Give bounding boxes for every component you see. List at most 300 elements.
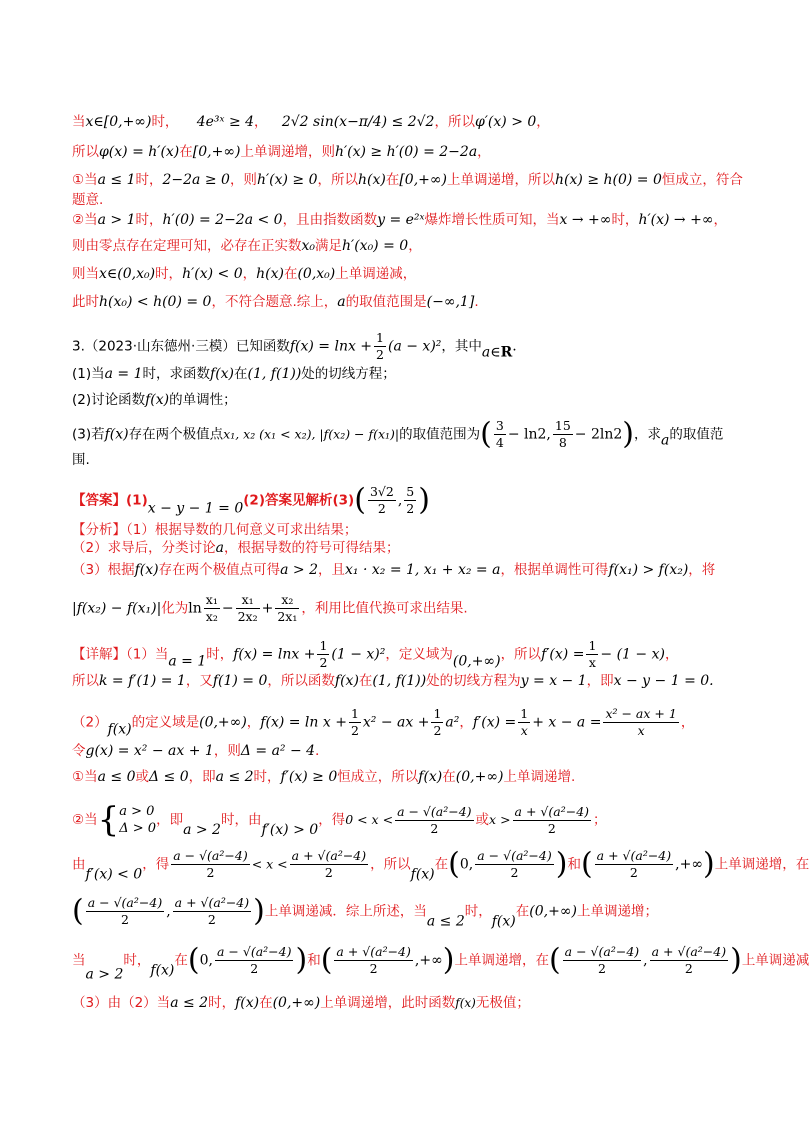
text: ，则 bbox=[229, 172, 257, 188]
text: 上单调递增，此时函数 bbox=[320, 995, 456, 1011]
question-3-part-3 bbox=[72, 418, 723, 451]
text: 在 bbox=[358, 673, 373, 689]
math: . bbox=[512, 338, 517, 355]
text: 时， bbox=[123, 952, 151, 969]
numerator: a + √(a²−4) bbox=[514, 803, 590, 819]
math: Δ > 0 bbox=[119, 821, 157, 836]
math: f(x) bbox=[235, 995, 260, 1011]
detail-line-1 bbox=[72, 638, 678, 672]
text: （2）求导后，分类讨论 bbox=[72, 540, 216, 556]
math: − ln2, bbox=[507, 426, 551, 443]
math: (a − x)² bbox=[387, 338, 442, 355]
text: 或 bbox=[475, 812, 490, 828]
text: ，根据单调性可得 bbox=[500, 562, 609, 578]
detail-line-7 bbox=[72, 848, 809, 885]
denominator: 2 bbox=[250, 961, 259, 976]
question-3-part-2 bbox=[72, 390, 237, 410]
math: h′(x₀) = 0 bbox=[342, 238, 409, 254]
text: 的取值范 bbox=[669, 426, 724, 443]
math: a² bbox=[445, 714, 460, 731]
text: ； bbox=[593, 812, 607, 828]
text: 所以 bbox=[72, 673, 99, 689]
math: a bbox=[337, 294, 346, 310]
numerator: a + √(a²−4) bbox=[174, 895, 250, 910]
text: 【分析】（1）根据导数的几何意义可求出结果； bbox=[72, 522, 358, 538]
text: 化为 bbox=[161, 600, 189, 617]
text: ①当 bbox=[72, 172, 98, 188]
denominator: 2 bbox=[206, 865, 215, 880]
math: f′(x) > 0 bbox=[261, 822, 319, 838]
numerator: x₂ bbox=[275, 592, 299, 609]
text: 时， bbox=[206, 646, 234, 663]
text: 在 bbox=[179, 144, 193, 160]
text: ，又 bbox=[185, 673, 213, 689]
math: k = f′(1) = 1 bbox=[99, 673, 186, 689]
paren-right: ) bbox=[295, 942, 308, 978]
text: ，其中 bbox=[441, 338, 482, 355]
math: [0,+∞) bbox=[192, 144, 241, 160]
paren-left: ( bbox=[580, 846, 593, 882]
math: y = e²ˣ bbox=[377, 212, 425, 228]
math: Δ ≤ 0 bbox=[149, 769, 189, 785]
text: 的定义域是 bbox=[131, 714, 200, 731]
denominator: 2 bbox=[430, 820, 439, 836]
math: x > bbox=[489, 812, 511, 827]
text: 上单调递增，所以 bbox=[447, 172, 556, 188]
numerator: a + √(a²−4) bbox=[291, 848, 367, 863]
math: 2√2 sin(x−π/4) ≤ 2√2 bbox=[281, 114, 435, 130]
math: x² − ax + bbox=[362, 714, 430, 731]
math: h(x) bbox=[256, 266, 284, 282]
fraction bbox=[204, 592, 220, 625]
math: − 2ln2 bbox=[574, 426, 623, 443]
text: 则由零点存在定理可知，必存在正实数 bbox=[72, 238, 302, 254]
math: f′(x) = bbox=[472, 714, 517, 731]
math: ln bbox=[188, 600, 202, 617]
text: 上单调递增，在 bbox=[714, 856, 809, 873]
text: ，所以 bbox=[500, 646, 542, 663]
numerator: a − √(a²−4) bbox=[173, 848, 248, 863]
denominator: 2 bbox=[629, 865, 638, 880]
numerator: 1 bbox=[319, 638, 328, 653]
math: f(x) = lnx + bbox=[289, 338, 373, 355]
math: a ≤ 2 bbox=[170, 995, 209, 1011]
text: 时， bbox=[611, 212, 639, 228]
numerator: a − √(a²−4) bbox=[564, 944, 640, 959]
numerator: x₁ bbox=[205, 592, 218, 607]
fraction bbox=[317, 638, 329, 671]
text: 时， bbox=[151, 114, 179, 130]
text: ，得 bbox=[318, 812, 346, 828]
math: a = 1 bbox=[168, 653, 207, 670]
denominator: 8 bbox=[558, 435, 567, 450]
text: ， bbox=[242, 266, 257, 282]
answer-text: (2)答案见解析(3) bbox=[243, 492, 355, 509]
math: 4e³ˣ ≥ 4 bbox=[196, 114, 255, 130]
math: a∈ bbox=[481, 344, 501, 361]
fraction bbox=[290, 848, 368, 881]
fraction bbox=[494, 418, 506, 451]
fraction bbox=[374, 330, 386, 363]
text: ， bbox=[536, 114, 550, 130]
denominator: 2 bbox=[319, 655, 328, 670]
paren-right: ) bbox=[555, 846, 568, 882]
fraction bbox=[586, 638, 598, 671]
denominator: 2 bbox=[377, 501, 386, 516]
fraction bbox=[368, 484, 396, 517]
math: 0, bbox=[459, 856, 474, 873]
math: x₀ bbox=[301, 238, 316, 254]
text: ， bbox=[459, 714, 473, 731]
text: 时， bbox=[253, 769, 281, 785]
fraction bbox=[431, 706, 443, 739]
denominator: x₂ bbox=[205, 609, 218, 624]
math: a = 1 bbox=[104, 366, 143, 382]
denominator: 2 bbox=[433, 723, 442, 738]
math: h(x₀) < h(0) = 0 bbox=[99, 294, 212, 310]
fraction bbox=[595, 848, 673, 881]
numerator: 5 bbox=[406, 484, 415, 499]
denominator: 2 bbox=[350, 723, 359, 738]
detail-line-2 bbox=[72, 671, 714, 691]
text: ，即 bbox=[188, 769, 216, 785]
text: ，且由指数函数 bbox=[282, 212, 378, 228]
math: y = x − 1 bbox=[520, 673, 587, 689]
text: 则当 bbox=[72, 266, 99, 282]
fraction bbox=[86, 895, 164, 928]
text: 上单调递增. bbox=[503, 769, 576, 785]
denominator: 2 bbox=[324, 865, 333, 880]
question-3-part-1 bbox=[72, 364, 396, 384]
numerator: 1 bbox=[433, 706, 442, 721]
text: ②当 bbox=[72, 212, 98, 228]
math: f(x) bbox=[491, 913, 516, 930]
numerator: a − √(a²−4) bbox=[216, 944, 292, 959]
math: h′(x) → +∞ bbox=[638, 212, 714, 228]
fraction bbox=[513, 804, 591, 837]
math: f′(x) = bbox=[541, 646, 585, 663]
text: ，所以 bbox=[370, 856, 411, 873]
math: x∈(0,x₀) bbox=[99, 266, 156, 282]
math: (1 − x)² bbox=[331, 646, 386, 663]
paren-left: ( bbox=[548, 942, 561, 978]
paren-right: ) bbox=[702, 846, 715, 882]
denominator: 4 bbox=[495, 435, 504, 450]
math: x − y − 1 = 0. bbox=[613, 673, 714, 689]
text: ， bbox=[408, 238, 422, 254]
numerator: 1 bbox=[350, 706, 359, 721]
text: 时， bbox=[464, 903, 492, 920]
math: (1, f(1)) bbox=[247, 366, 302, 382]
text: 存在两个极值点 bbox=[128, 426, 224, 443]
math: (0,+∞) bbox=[452, 653, 501, 670]
paren-left: ( bbox=[72, 893, 84, 929]
fraction bbox=[173, 895, 251, 928]
math: (−∞,1] bbox=[426, 294, 475, 310]
detail-line-6 bbox=[72, 800, 607, 840]
solution-line-6 bbox=[72, 236, 422, 256]
numerator: x₁ bbox=[236, 592, 260, 609]
text: (3)若 bbox=[72, 426, 105, 443]
math: x → +∞ bbox=[559, 212, 612, 228]
text: 在 bbox=[442, 769, 456, 785]
text: 和 bbox=[307, 952, 321, 969]
text: ， bbox=[477, 144, 491, 160]
text: 上单调递减．综上所述，当 bbox=[264, 903, 427, 920]
text: 上单调递减， bbox=[335, 266, 417, 282]
denominator: 2x₁ bbox=[277, 609, 298, 624]
text: ，则 bbox=[213, 743, 241, 759]
text: 满足 bbox=[315, 238, 343, 254]
answer-line: 【答案】(1)x − y − 1 = 0(2)答案见解析(3)( $\frac{3√2}{2}$ , $\frac{5}{2}$ ) bbox=[72, 482, 430, 518]
numerator: a − √(a²−4) bbox=[87, 895, 163, 910]
numerator: 3 bbox=[495, 418, 504, 433]
fraction bbox=[334, 944, 412, 977]
text: ②当 bbox=[72, 812, 98, 828]
math: a ≤ 0 bbox=[97, 769, 136, 785]
text: 此时 bbox=[72, 294, 99, 310]
text: 令 bbox=[72, 743, 86, 759]
text: ，且 bbox=[318, 562, 345, 578]
fraction bbox=[171, 848, 249, 881]
text: ，所以 bbox=[317, 172, 358, 188]
math: h′(0) = 2−2a < 0 bbox=[162, 212, 283, 228]
math: Δ = a² − 4 bbox=[240, 743, 316, 759]
math: h′(x) ≥ 0 bbox=[256, 172, 318, 188]
text: 当 bbox=[72, 114, 86, 130]
text: 在 bbox=[385, 172, 400, 188]
text: 上单调递增； bbox=[576, 903, 658, 920]
paren-left: ( bbox=[320, 942, 333, 978]
numerator: 1 bbox=[376, 330, 384, 345]
text: ，得 bbox=[142, 856, 170, 873]
text: 时， bbox=[135, 212, 163, 228]
math: x∈[0,+∞) bbox=[85, 114, 152, 130]
solution-line-5 bbox=[72, 210, 727, 230]
denominator: 2 bbox=[510, 865, 519, 880]
math: f(x₁) > f(x₂) bbox=[608, 562, 689, 578]
text: 时，由 bbox=[220, 812, 262, 828]
text: 上单调递增，则 bbox=[240, 144, 335, 160]
analysis-line-1 bbox=[72, 520, 357, 540]
text: 存在两个极值点可得 bbox=[158, 562, 281, 578]
math: (0,+∞) bbox=[272, 995, 321, 1011]
denominator: 2 bbox=[369, 961, 378, 976]
fraction bbox=[518, 706, 530, 739]
text: ，即 bbox=[586, 673, 614, 689]
text: 和 bbox=[567, 856, 581, 873]
text: 时， bbox=[135, 172, 163, 188]
text: ， bbox=[664, 646, 679, 663]
math: f′(x) < 0 bbox=[85, 866, 143, 883]
math: (0,+∞) bbox=[529, 903, 577, 920]
text: （3）由（2）当 bbox=[72, 995, 171, 1011]
math: a ≤ 2 bbox=[426, 913, 465, 930]
math: f(x) bbox=[134, 562, 159, 578]
denominator: x bbox=[520, 723, 528, 738]
text: 在 bbox=[434, 856, 449, 873]
text: 的取值范围是 bbox=[345, 294, 427, 310]
inequality-system bbox=[119, 803, 156, 837]
denominator: 2 bbox=[547, 820, 556, 836]
text: 在 bbox=[234, 366, 248, 382]
math: f(x) = lnx + bbox=[233, 646, 316, 663]
math: h′(x) < 0 bbox=[182, 266, 243, 282]
solution-line-2 bbox=[72, 142, 491, 162]
text: 由 bbox=[72, 856, 86, 873]
paren-right: ) bbox=[253, 893, 265, 929]
denominator: 2 bbox=[120, 912, 129, 927]
math: f(x) bbox=[410, 866, 435, 883]
math: a ≤ 1 bbox=[97, 172, 136, 188]
text: ①当 bbox=[72, 769, 98, 785]
math: φ′(x) > 0 bbox=[474, 114, 537, 130]
math: R bbox=[500, 344, 513, 361]
text: . bbox=[474, 294, 479, 310]
math: h(x) ≥ h(0) = 0 bbox=[555, 172, 662, 188]
fraction bbox=[553, 418, 573, 451]
math: (1, f(1)) bbox=[372, 673, 427, 689]
math: (0,+∞) bbox=[455, 769, 504, 785]
numerator: 3√2 bbox=[369, 484, 394, 499]
denominator: 2 bbox=[684, 961, 693, 976]
text: 当 bbox=[72, 952, 86, 969]
numerator: a − √(a²−4) bbox=[397, 803, 472, 819]
math: f(x) bbox=[150, 962, 175, 979]
solution-line-3 bbox=[72, 170, 743, 190]
math: a ≤ 2 bbox=[215, 769, 254, 785]
fraction bbox=[236, 592, 260, 625]
text: 3.（2023·山东德州·三模）已知函数 bbox=[72, 338, 290, 355]
math: a > 2 bbox=[280, 562, 318, 578]
math: < x < bbox=[251, 856, 288, 872]
math: f(x) bbox=[334, 673, 359, 689]
text: 时， bbox=[155, 266, 183, 282]
numerator: 1 bbox=[588, 638, 597, 653]
detail-line-4 bbox=[72, 741, 329, 761]
denominator: 2 bbox=[597, 961, 606, 976]
math: g(x) = x² − ax + 1 bbox=[85, 743, 214, 759]
detail-line-5 bbox=[72, 767, 575, 787]
solution-line-8 bbox=[72, 292, 479, 312]
math: f(x) = ln x + bbox=[260, 714, 347, 731]
text: 无极值； bbox=[475, 995, 530, 1011]
text: 时， bbox=[208, 995, 236, 1011]
solution-line-1 bbox=[72, 112, 550, 132]
paren-right: ) bbox=[442, 942, 455, 978]
numerator: a − √(a²−4) bbox=[477, 848, 552, 863]
answer-label: 【答案】(1) bbox=[72, 492, 148, 509]
text: 恒成立，所以 bbox=[337, 769, 419, 785]
paren-right: ) bbox=[730, 942, 742, 978]
math: x₁ · x₂ = 1, x₁ + x₂ = a bbox=[345, 562, 501, 578]
math: a > 0 bbox=[119, 804, 155, 819]
fraction bbox=[475, 848, 553, 881]
text: 爆炸增长性质可知，当 bbox=[424, 212, 560, 228]
fraction bbox=[215, 944, 293, 977]
text: 上单调递增，在 bbox=[454, 952, 549, 969]
math: x₁, x₂ (x₁ < x₂), |f(x₂) − f(x₁)| bbox=[223, 426, 400, 442]
text: ， bbox=[246, 714, 261, 731]
analysis-line-4: |f(x₂) − f(x₁)|化为ln $\frac{\text{x₁}}{\text{x₂}}$ − $\frac{\text{x₁}}{\text{2x₂}}$ + $\frac{\text{x₂}}{\text{2x₁}}$ ，利用比值代换可求出结果. bbox=[72, 592, 468, 624]
detail-line-9: 当a > 2时，f(x)在(0, $\frac{\text{a − √(a²−4)}}{2}$ )和( $\frac{\text{a + √(a²−4)}}{2}$ ,+∞)上单调递增，在( $\frac{\text{a − √(a²−4)}}{2}$ , $\frac{\text{a + √(a²−4)}}{2}$ )上单调递减 bbox=[72, 942, 809, 983]
question-3-part-3-cont bbox=[72, 450, 90, 470]
detail-line-10 bbox=[72, 993, 530, 1013]
math: a > 2 bbox=[183, 822, 221, 838]
text: 的取值范围为 bbox=[399, 426, 481, 443]
question-3-stem bbox=[72, 330, 517, 363]
text: ， bbox=[254, 114, 268, 130]
text: ， bbox=[713, 212, 727, 228]
math: x − y − 1 = 0 bbox=[147, 500, 244, 517]
paren-left: ( bbox=[448, 846, 460, 882]
math: 0 < x < bbox=[345, 812, 394, 827]
paren-left: ( bbox=[354, 482, 366, 518]
text: 或 bbox=[135, 769, 149, 785]
text: 在 bbox=[259, 995, 273, 1011]
math: h(x) bbox=[358, 172, 386, 188]
text: 题意. bbox=[72, 192, 104, 208]
text: 上单调递减 bbox=[741, 952, 809, 969]
text: （2） bbox=[72, 714, 108, 731]
numerator: a + √(a²−4) bbox=[336, 944, 411, 959]
numerator: 1 bbox=[520, 706, 529, 721]
text: 处的切线方程； bbox=[301, 366, 396, 382]
math: f(x) bbox=[418, 769, 443, 785]
text: 所以 bbox=[72, 144, 99, 160]
math: − (1 − x) bbox=[600, 646, 665, 663]
fraction bbox=[563, 944, 641, 977]
math: h′(x) ≥ h′(0) = 2−2a bbox=[334, 144, 478, 160]
text: 处的切线方程为 bbox=[426, 673, 521, 689]
math: ,+∞ bbox=[675, 856, 703, 873]
denominator: 2 bbox=[376, 347, 384, 362]
math: [0,+∞) bbox=[399, 172, 448, 188]
numerator: x² − ax + 1 bbox=[605, 706, 677, 721]
math: f′(x) ≥ 0 bbox=[280, 769, 338, 785]
solution-line-7 bbox=[72, 264, 416, 284]
analysis-line-2 bbox=[72, 538, 399, 558]
math: f(x) bbox=[107, 721, 132, 738]
text: ，所以 bbox=[434, 114, 475, 130]
paren-right: ) bbox=[622, 416, 634, 452]
math: ,+∞ bbox=[414, 952, 443, 969]
text: 【详解】（1）当 bbox=[72, 646, 169, 663]
text: ，所以函数 bbox=[267, 673, 335, 689]
math: f(x) bbox=[104, 426, 129, 443]
math: |f(x₂) − f(x₁)| bbox=[72, 600, 162, 617]
text: 围. bbox=[72, 452, 90, 468]
math: 2−2a ≥ 0 bbox=[162, 172, 230, 188]
analysis-line-3 bbox=[72, 560, 715, 580]
fraction bbox=[603, 706, 678, 739]
text: ，不符合题意.综上， bbox=[211, 294, 338, 310]
text: 在 bbox=[174, 952, 188, 969]
fraction bbox=[275, 592, 299, 625]
text: 在 bbox=[283, 266, 298, 282]
numerator: 15 bbox=[554, 418, 571, 433]
math: f(x) bbox=[145, 392, 170, 408]
denominator: 2 bbox=[406, 501, 415, 516]
paren-left: ( bbox=[187, 942, 200, 978]
fraction bbox=[650, 944, 728, 977]
numerator: a + √(a²−4) bbox=[651, 944, 727, 959]
denominator: x bbox=[588, 655, 596, 670]
denominator: 2 bbox=[207, 912, 216, 927]
text: 时，求函数 bbox=[142, 366, 211, 382]
fraction bbox=[349, 706, 361, 739]
text: （3）根据 bbox=[72, 562, 135, 578]
